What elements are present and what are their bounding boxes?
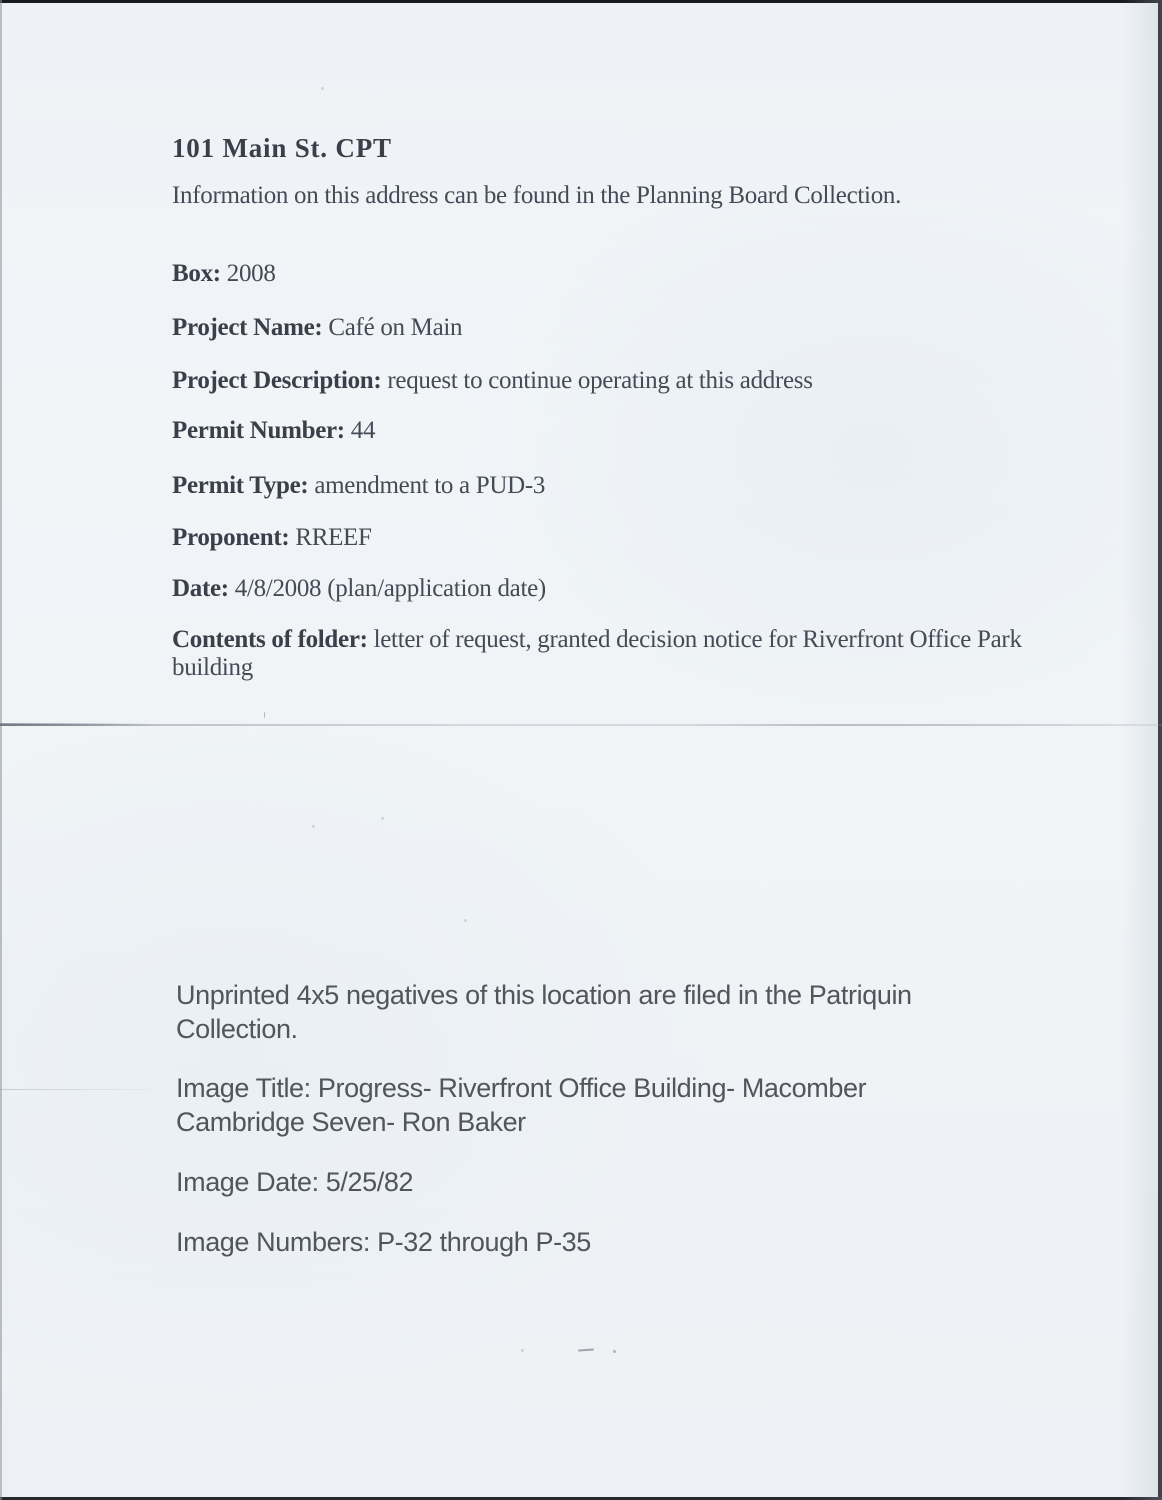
field-date	[172, 574, 546, 604]
photo-note-line-1: Unprinted 4x5 negatives of this location are filed in the Patriquin	[176, 980, 912, 1010]
dust-dot	[312, 825, 315, 828]
card-seam-line-dark-end	[0, 723, 150, 726]
field-label: Permit Type:	[172, 472, 309, 499]
photo-note-line-2: Collection.	[176, 1014, 298, 1044]
field-label: Contents of folder:	[172, 626, 368, 653]
field-value: request to continue operating at this address	[387, 367, 813, 394]
field-permit-type	[172, 471, 545, 501]
field-label: Permit Number:	[172, 417, 345, 444]
field-value: letter of request, granted decision notice for Riverfront Office Park	[373, 626, 1022, 653]
field-project-name	[172, 313, 462, 343]
scan-shading	[1122, 0, 1162, 1500]
field-contents-of-folder	[172, 626, 1022, 682]
scan-edge-top	[0, 0, 1162, 3]
image-title-line-1: Image Title: Progress- Riverfront Office Building- Macomber	[176, 1073, 867, 1103]
field-value: 4/8/2008 (plan/application date)	[234, 575, 546, 602]
dust-dot	[464, 919, 467, 922]
field-permit-number	[172, 416, 375, 446]
field-value: Café on Main	[328, 314, 463, 341]
faint-seam-line	[0, 1089, 172, 1090]
field-label: Project Description:	[172, 367, 382, 394]
card-seam-line	[0, 724, 1162, 726]
dust-dot	[321, 87, 324, 90]
field-value: amendment to a PUD-3	[314, 472, 546, 499]
field-project-description	[172, 366, 813, 396]
document-heading: 101 Main St. CPT	[172, 133, 392, 163]
field-proponent	[172, 523, 372, 553]
image-date-line: Image Date: 5/25/82	[176, 1167, 414, 1197]
contents-line-1	[172, 626, 1022, 654]
image-title-line-2: Cambridge Seven- Ron Baker	[176, 1107, 526, 1137]
contents-line-2: building	[172, 654, 253, 681]
dust-dot	[521, 1349, 524, 1352]
pencil-dash-mark	[578, 1348, 594, 1351]
dust-dot	[381, 817, 384, 820]
field-label: Box:	[172, 260, 221, 287]
scan-edge-left	[0, 0, 2, 1500]
field-value: RREEF	[295, 524, 372, 551]
image-numbers-line: Image Numbers: P-32 through P-35	[176, 1227, 591, 1257]
field-value: 44	[350, 417, 376, 444]
field-box	[172, 259, 276, 289]
field-label: Project Name:	[172, 314, 323, 341]
field-label: Proponent:	[172, 524, 290, 551]
field-label: Date:	[172, 575, 229, 602]
intro-text: Information on this address can be found in the Planning Board Collection.	[172, 182, 902, 209]
field-value: 2008	[226, 260, 276, 287]
dust-dot	[613, 1350, 616, 1353]
dust-tick	[264, 712, 265, 718]
